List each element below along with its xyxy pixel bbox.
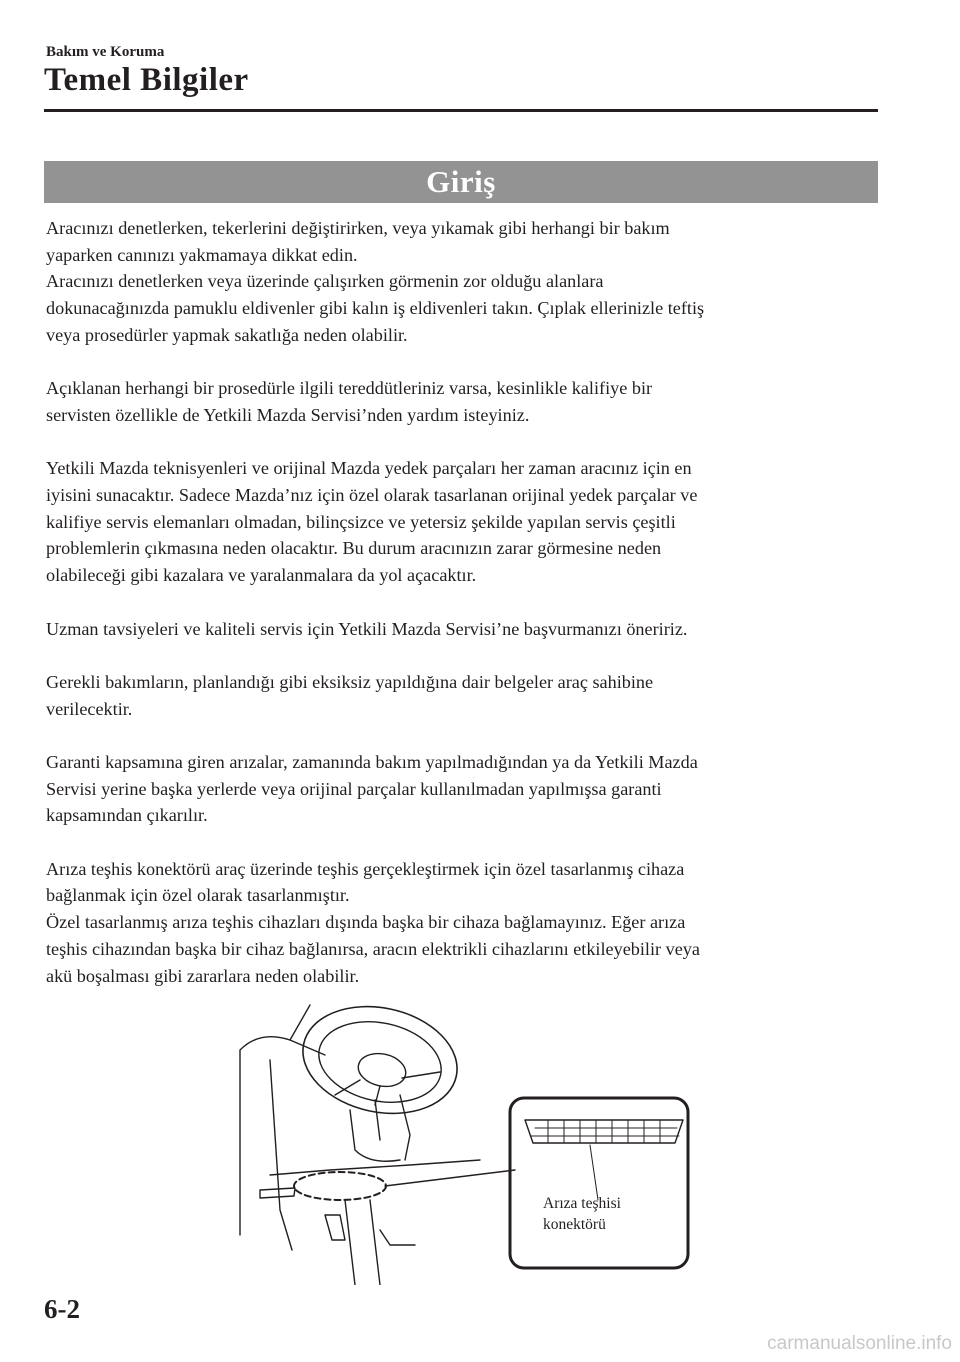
paragraph (46, 616, 872, 643)
section-banner-title: Giriş (426, 164, 496, 199)
text-line: Servisi yerine başka yerlerde veya orijinal parçalar kullanılmadan yapılmışsa garanti (46, 778, 662, 799)
text-line: Aracınızı denetlerken veya üzerinde çalışırken görmenin zor olduğu alanlara (46, 271, 604, 292)
text-line: Özel tasarlanmış arıza teşhis cihazları dışında başka bir cihaza bağlamayınız. Eğer arıza (46, 912, 686, 933)
chapter-title: Temel Bilgiler (44, 62, 249, 98)
paragraph (46, 455, 872, 589)
dashboard-illustration (230, 1000, 700, 1285)
watermark: carmanualsonline.info (767, 1333, 952, 1354)
text-line: Aracınızı denetlerken, tekerlerini değiştirirken, veya yıkamak gibi herhangi bir bakım (46, 218, 670, 238)
text-line: verilecektir. (46, 698, 133, 719)
text-line: Gerekli bakımların, planlandığı gibi eksiksiz yapıldığına dair belgeler araç sahibine (46, 671, 654, 692)
section-banner (44, 161, 878, 203)
section-label: Bakım ve Koruma (46, 44, 165, 60)
text-line: Yetkili Mazda teknisyenleri ve orijinal Mazda yedek parçaları her zaman aracınız için en (46, 458, 692, 479)
text-line: Uzman tavsiyeleri ve kaliteli servis için Yetkili Mazda Servisi’ne başvurmanızı öneririz. (46, 618, 688, 639)
text-line: dokunacağınızda pamuklu eldivenler gibi kalın iş eldivenleri takın. Çıplak ellerinizle teftiş (46, 298, 705, 319)
text-line: teşhis cihazından başka bir cihaz bağlanırsa, aracın elektrikli cihazlarını etkileyebilir veya (46, 938, 700, 959)
text-line: akü boşalması gibi zararlara neden olabilir. (46, 965, 360, 986)
text-line: Arıza teşhis konektörü araç üzerinde teşhis gerçekleştirmek için özel tasarlanmış cihaza (46, 858, 685, 879)
text-line: problemlerin çıkmasına neden olacaktır. Bu durum aracınızın zarar görmesine neden (46, 538, 662, 559)
text-line: olabileceği gibi kazalara ve yaralanmalara da yol açacaktır. (46, 565, 477, 586)
page-number: 6-2 (44, 1294, 80, 1324)
paragraph (46, 669, 872, 722)
text-line: servisten özellikle de Yetkili Mazda Servisi’nden yardım isteyiniz. (46, 404, 530, 425)
text-line: yaparken canınızı yakmamaya dikkat edin. (46, 244, 358, 265)
header-divider (44, 109, 878, 112)
text-line: Açıklanan herhangi bir prosedürle ilgili tereddütleriniz varsa, kesinlikle kalifiye bir (46, 378, 653, 399)
body-text (46, 215, 872, 989)
callout-line: konektörü (543, 1216, 606, 1233)
diagnostic-connector-figure (230, 1000, 700, 1285)
text-line: kalifiye servis elemanları olmadan, bilinçsizce ve yetersiz şekilde yapılan servis çeşitli (46, 511, 676, 532)
paragraph (46, 749, 872, 829)
paragraph (46, 375, 872, 428)
text-line: veya prosedürler yapmak sakatlığa neden olabilir. (46, 324, 408, 345)
callout-line: Arıza teşhisi (543, 1195, 621, 1212)
connector-callout-label (543, 1193, 621, 1235)
text-line: Garanti kapsamına giren arızalar, zamanında bakım yapılmadığından ya da Yetkili Mazda (46, 751, 698, 772)
paragraph (46, 215, 872, 349)
text-line: bağlanmak için özel olarak tasarlanmıştır. (46, 885, 350, 906)
text-line: kapsamından çıkarılır. (46, 805, 208, 826)
paragraph (46, 856, 872, 990)
text-line: iyisini sunacaktır. Sadece Mazda’nız için özel olarak tasarlanan orijinal yedek parçalar ve (46, 485, 698, 505)
